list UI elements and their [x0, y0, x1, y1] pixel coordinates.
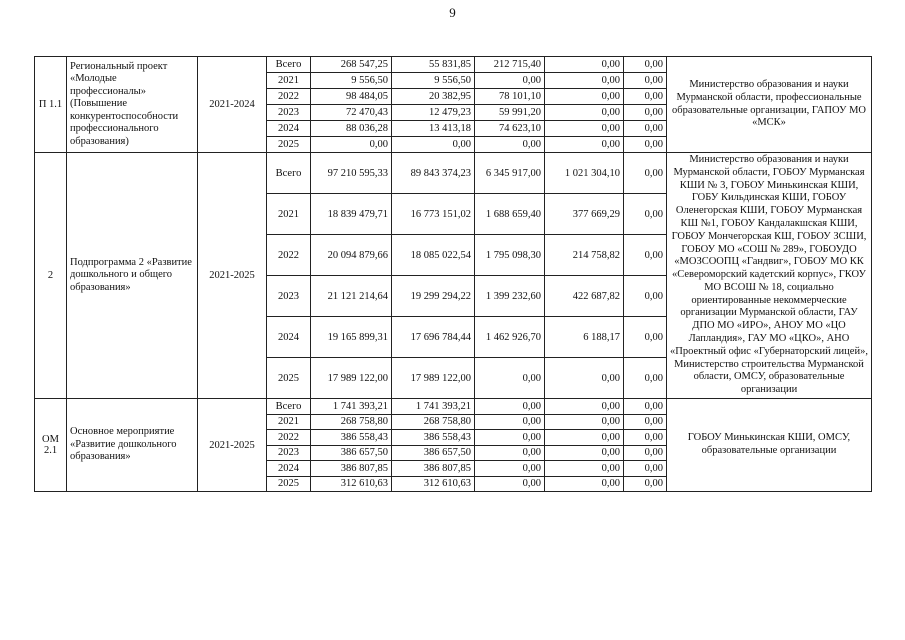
value-federal: 1 399 232,60	[475, 276, 545, 317]
value-other: 0,00	[624, 358, 667, 399]
year-cell: 2024	[267, 121, 311, 137]
value-regional: 18 085 022,54	[392, 235, 475, 276]
value-local: 6 188,17	[545, 317, 624, 358]
value-regional: 312 610,63	[392, 476, 475, 492]
value-regional: 9 556,50	[392, 73, 475, 89]
value-federal: 1 462 926,70	[475, 317, 545, 358]
value-other: 0,00	[624, 399, 667, 415]
value-federal: 0,00	[475, 73, 545, 89]
value-regional: 386 807,85	[392, 461, 475, 477]
value-total: 97 210 595,33	[311, 153, 392, 194]
value-regional: 17 989 122,00	[392, 358, 475, 399]
value-federal: 1 795 098,30	[475, 235, 545, 276]
value-total: 268 547,25	[311, 57, 392, 73]
section-name: Подпрограмма 2 «Развитие дошкольного и общего образования»	[67, 153, 198, 399]
value-federal: 212 715,40	[475, 57, 545, 73]
value-other: 0,00	[624, 476, 667, 492]
value-other: 0,00	[624, 461, 667, 477]
value-local: 377 669,29	[545, 194, 624, 235]
value-total: 9 556,50	[311, 73, 392, 89]
value-other: 0,00	[624, 121, 667, 137]
value-other: 0,00	[624, 445, 667, 461]
value-regional: 12 479,23	[392, 105, 475, 121]
value-regional: 268 758,80	[392, 414, 475, 430]
value-regional: 16 773 151,02	[392, 194, 475, 235]
value-total: 20 094 879,66	[311, 235, 392, 276]
value-regional: 386 657,50	[392, 445, 475, 461]
value-local: 0,00	[545, 121, 624, 137]
value-regional: 89 843 374,23	[392, 153, 475, 194]
value-other: 0,00	[624, 235, 667, 276]
year-cell: 2021	[267, 73, 311, 89]
value-total: 386 807,85	[311, 461, 392, 477]
value-total: 18 839 479,71	[311, 194, 392, 235]
value-federal: 74 623,10	[475, 121, 545, 137]
value-regional: 0,00	[392, 137, 475, 153]
value-federal: 0,00	[475, 137, 545, 153]
value-local: 0,00	[545, 430, 624, 446]
value-federal: 0,00	[475, 414, 545, 430]
section-period: 2021-2025	[198, 153, 267, 399]
value-local: 0,00	[545, 73, 624, 89]
table-row	[35, 57, 872, 73]
value-local: 0,00	[545, 57, 624, 73]
value-regional: 386 558,43	[392, 430, 475, 446]
table-row	[35, 153, 872, 194]
year-cell: 2023	[267, 445, 311, 461]
value-other: 0,00	[624, 73, 667, 89]
value-federal: 0,00	[475, 476, 545, 492]
value-federal: 1 688 659,40	[475, 194, 545, 235]
value-federal: 0,00	[475, 445, 545, 461]
value-other: 0,00	[624, 276, 667, 317]
value-local: 0,00	[545, 89, 624, 105]
value-federal: 59 991,20	[475, 105, 545, 121]
year-cell: 2023	[267, 276, 311, 317]
section-executor: Министерство образования и науки Мурманской области, ГОБОУ Мурманская КШИ № 3, ГОБОУ Минькинская КШИ, ГОБУ Кильдинская КШИ, ГОБОУ Оленегорская КШИ, ГОБОУ Мурманская КШ №1, ГОБОУ Кандалакшская КШИ, ГОБОУ Мончегорская КШ, ГОБОУ ЗСШИ, ГОБОУ МО «СОШ № 289», ГОБОУДО «МОЗСООПЦ «Гандвиг», ГОБОУ МО КК «Североморский кадетский корпус», ГКОУ МО ВСОШ № 18, социально ориентированные некоммерческие организации Мурманской области, ГАУ ДПО МО «ИРО», АНОУ МО «ЦО Лапландия», ГАУ МО «ЦКО», АНО «Проектный офис «Губернаторский лицей», Министерство строительства Мурманской области, ОМСУ, образовательные организации	[667, 153, 872, 399]
year-cell: 2022	[267, 89, 311, 105]
value-local: 0,00	[545, 358, 624, 399]
page-number: 9	[449, 5, 456, 20]
section-number: ОМ 2.1	[35, 399, 67, 492]
value-other: 0,00	[624, 137, 667, 153]
value-total: 19 165 899,31	[311, 317, 392, 358]
year-cell: 2022	[267, 430, 311, 446]
value-other: 0,00	[624, 57, 667, 73]
value-local: 422 687,82	[545, 276, 624, 317]
value-total: 88 036,28	[311, 121, 392, 137]
value-total: 0,00	[311, 137, 392, 153]
value-local: 0,00	[545, 105, 624, 121]
value-other: 0,00	[624, 153, 667, 194]
value-local: 0,00	[545, 399, 624, 415]
value-total: 312 610,63	[311, 476, 392, 492]
year-cell: 2025	[267, 137, 311, 153]
value-local: 0,00	[545, 476, 624, 492]
year-cell: 2025	[267, 476, 311, 492]
year-cell: Всего	[267, 57, 311, 73]
value-other: 0,00	[624, 89, 667, 105]
value-other: 0,00	[624, 414, 667, 430]
value-regional: 17 696 784,44	[392, 317, 475, 358]
value-regional: 19 299 294,22	[392, 276, 475, 317]
year-cell: 2021	[267, 414, 311, 430]
value-federal: 0,00	[475, 461, 545, 477]
year-cell: 2024	[267, 461, 311, 477]
value-total: 386 558,43	[311, 430, 392, 446]
section-name: Региональный проект «Молодые профессионалы» (Повышение конкурентоспособности профессионального образования)	[67, 57, 198, 153]
value-federal: 6 345 917,00	[475, 153, 545, 194]
value-total: 72 470,43	[311, 105, 392, 121]
value-total: 98 484,05	[311, 89, 392, 105]
value-other: 0,00	[624, 105, 667, 121]
value-local: 0,00	[545, 137, 624, 153]
value-local: 0,00	[545, 461, 624, 477]
value-other: 0,00	[624, 317, 667, 358]
year-cell: 2025	[267, 358, 311, 399]
section-name: Основное мероприятие «Развитие дошкольного образования»	[67, 399, 198, 492]
section-executor: Министерство образования и науки Мурманской области, профессиональные образовательные организации, ГАПОУ МО «МСК»	[667, 57, 872, 153]
section-number: 2	[35, 153, 67, 399]
year-cell: Всего	[267, 153, 311, 194]
value-federal: 0,00	[475, 430, 545, 446]
section-executor: ГОБОУ Минькинская КШИ, ОМСУ, образовательные организации	[667, 399, 872, 492]
year-cell: 2021	[267, 194, 311, 235]
value-total: 17 989 122,00	[311, 358, 392, 399]
year-cell: 2023	[267, 105, 311, 121]
value-total: 21 121 214,64	[311, 276, 392, 317]
value-regional: 1 741 393,21	[392, 399, 475, 415]
value-total: 386 657,50	[311, 445, 392, 461]
year-cell: 2022	[267, 235, 311, 276]
value-federal: 0,00	[475, 399, 545, 415]
section-period: 2021-2024	[198, 57, 267, 153]
table-row	[35, 399, 872, 415]
value-federal: 0,00	[475, 358, 545, 399]
value-local: 1 021 304,10	[545, 153, 624, 194]
funding-table	[34, 56, 872, 492]
value-total: 268 758,80	[311, 414, 392, 430]
value-federal: 78 101,10	[475, 89, 545, 105]
value-regional: 55 831,85	[392, 57, 475, 73]
section-number: П 1.1	[35, 57, 67, 153]
value-regional: 13 413,18	[392, 121, 475, 137]
value-regional: 20 382,95	[392, 89, 475, 105]
section-period: 2021-2025	[198, 399, 267, 492]
value-local: 214 758,82	[545, 235, 624, 276]
value-other: 0,00	[624, 194, 667, 235]
value-local: 0,00	[545, 445, 624, 461]
year-cell: 2024	[267, 317, 311, 358]
value-other: 0,00	[624, 430, 667, 446]
value-local: 0,00	[545, 414, 624, 430]
value-total: 1 741 393,21	[311, 399, 392, 415]
year-cell: Всего	[267, 399, 311, 415]
